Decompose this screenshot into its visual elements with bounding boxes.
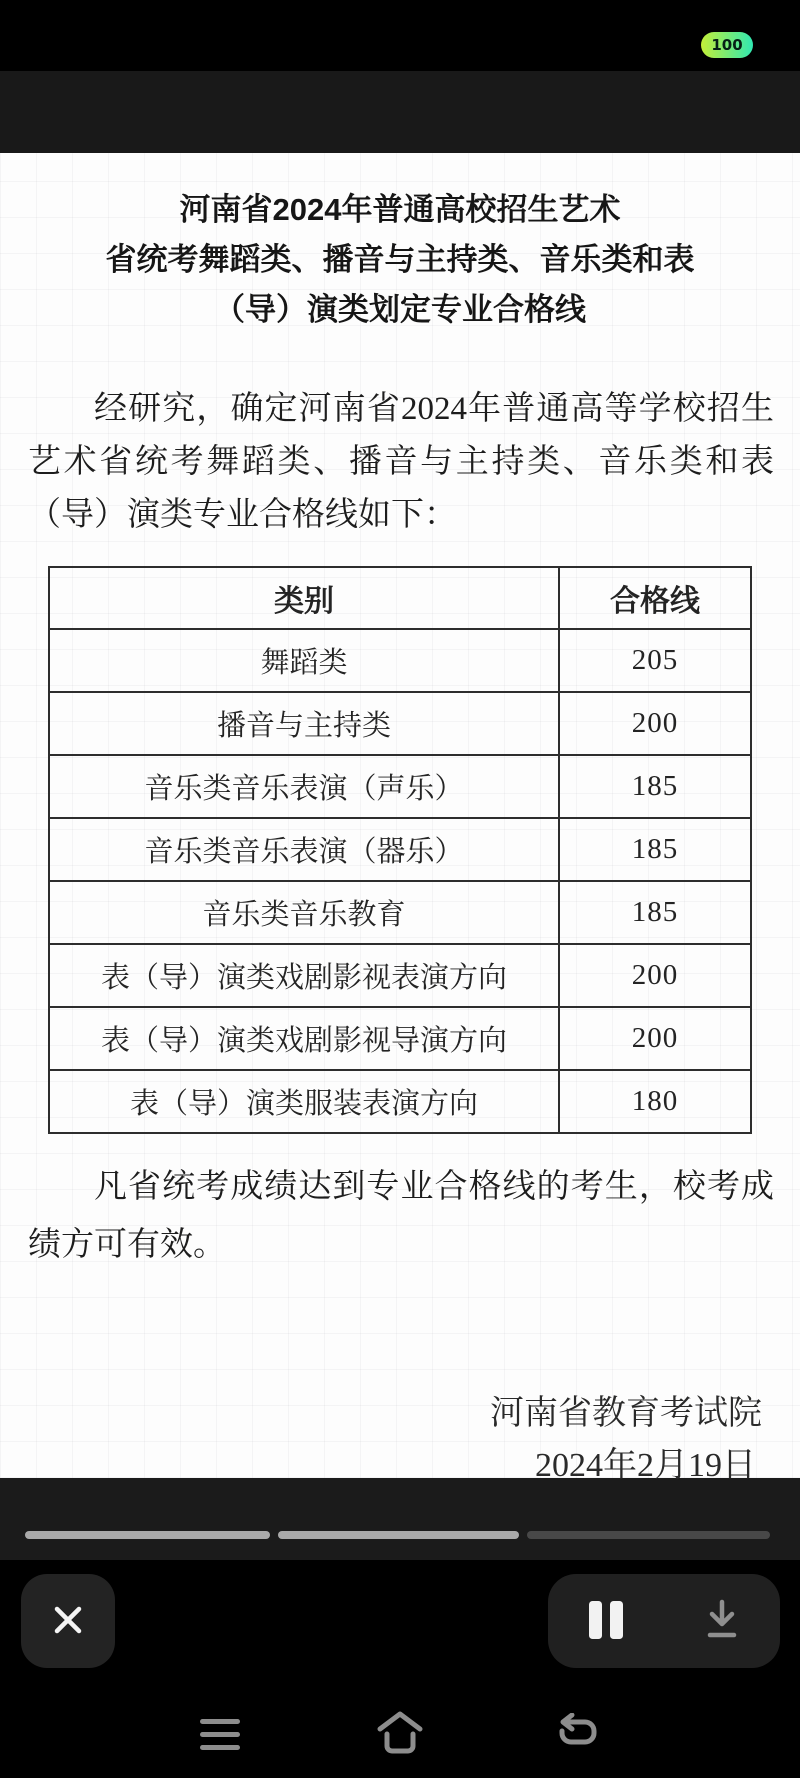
table-header-row [49, 567, 751, 629]
title-line-2: 省统考舞蹈类、播音与主持类、音乐类和表 [105, 242, 695, 277]
table-row [49, 1070, 751, 1133]
table-row [49, 818, 751, 881]
hamburger-menu-icon [200, 1719, 240, 1750]
pause-button[interactable] [566, 1574, 646, 1668]
table-row [49, 1007, 751, 1070]
document-title [20, 185, 780, 335]
row-category: 音乐类音乐表演（声乐） [49, 755, 559, 818]
header-category: 类别 [49, 567, 559, 629]
progress-segment-2[interactable] [278, 1531, 519, 1539]
story-progress-bar [0, 1531, 800, 1541]
score-table [48, 566, 752, 1134]
back-button[interactable] [518, 1690, 638, 1778]
story-bottom-letterbox [0, 1478, 800, 1560]
row-score: 185 [559, 818, 751, 881]
return-arrow-icon [556, 1713, 600, 1756]
row-score: 185 [559, 881, 751, 944]
table-row [49, 692, 751, 755]
battery-indicator [701, 32, 753, 58]
row-category: 表（导）演类戏剧影视表演方向 [49, 944, 559, 1007]
row-score: 185 [559, 755, 751, 818]
home-icon [375, 1710, 425, 1759]
row-score: 200 [559, 944, 751, 1007]
title-line-3: （导）演类划定专业合格线 [214, 292, 586, 327]
close-button[interactable] [21, 1574, 115, 1668]
table-row [49, 944, 751, 1007]
download-icon [700, 1598, 744, 1645]
table-row [49, 881, 751, 944]
row-category: 表（导）演类服装表演方向 [49, 1070, 559, 1133]
download-button[interactable] [682, 1574, 762, 1668]
row-category: 播音与主持类 [49, 692, 559, 755]
progress-segment-3[interactable] [527, 1531, 770, 1539]
row-score: 200 [559, 692, 751, 755]
pause-icon [585, 1599, 627, 1644]
intro-paragraph: 经研究，确定河南省2024年普通高等学校招生艺术省统考舞蹈类、播音与主持类、音乐类和表（导）演类专业合格线如下： [28, 391, 774, 533]
closing-paragraph: 凡省统考成绩达到专业合格线的考生，校考成绩方可有效。 [28, 1169, 774, 1263]
table-row [49, 629, 751, 692]
status-bar [0, 0, 800, 71]
row-category: 表（导）演类戏剧影视导演方向 [49, 1007, 559, 1070]
progress-segment-1[interactable] [25, 1531, 270, 1539]
story-top-letterbox [0, 71, 800, 153]
row-category: 音乐类音乐教育 [49, 881, 559, 944]
story-actions-pill [548, 1574, 780, 1668]
recents-menu-button[interactable] [160, 1690, 280, 1778]
row-score: 200 [559, 1007, 751, 1070]
row-score: 205 [559, 629, 751, 692]
row-score: 180 [559, 1070, 751, 1133]
issuer-signature: 河南省教育考试院 [490, 1395, 762, 1432]
issue-date: 2024年2月19日 [535, 1447, 756, 1484]
announcement-document [0, 153, 800, 1484]
row-category: 音乐类音乐表演（器乐） [49, 818, 559, 881]
home-button[interactable] [340, 1690, 460, 1778]
close-icon [49, 1601, 87, 1642]
system-nav-bar [0, 1690, 800, 1778]
header-score: 合格线 [559, 567, 751, 629]
table-row [49, 755, 751, 818]
battery-percent-label: 100 [711, 36, 743, 54]
title-line-1: 河南省2024年普通高校招生艺术 [179, 192, 621, 227]
row-category: 舞蹈类 [49, 629, 559, 692]
